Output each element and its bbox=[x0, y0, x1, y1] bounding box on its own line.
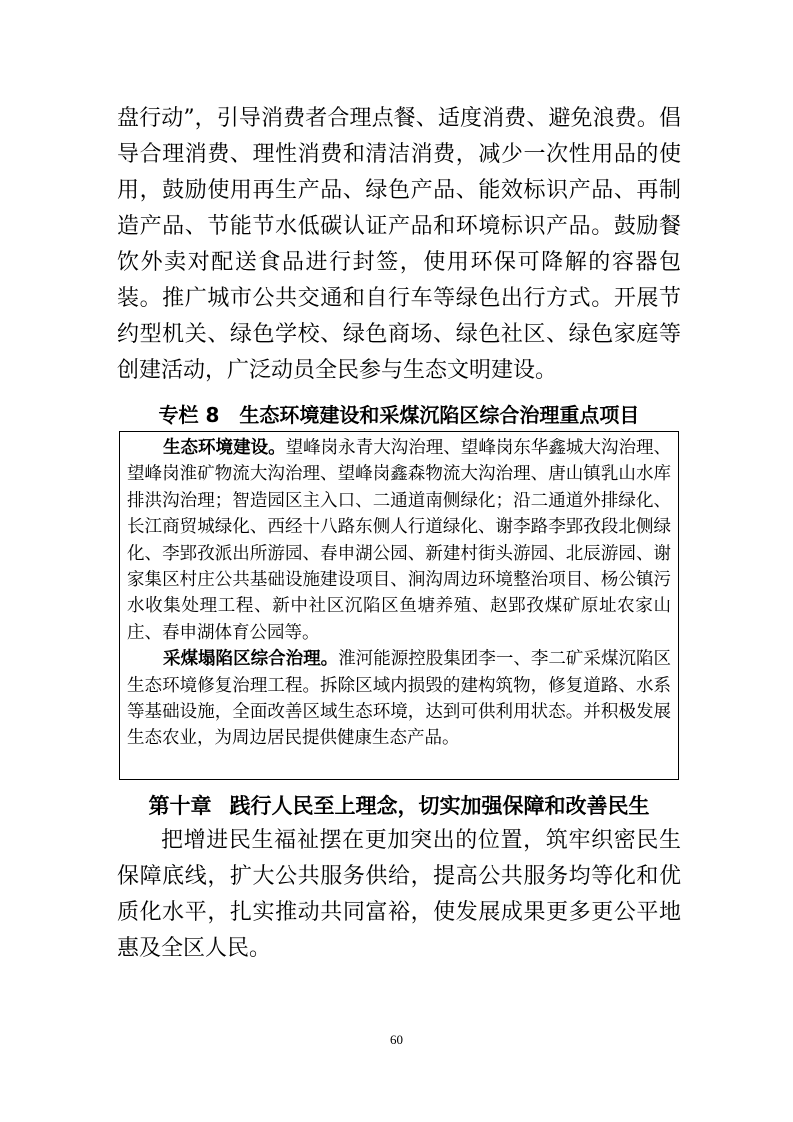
intro-paragraph: 盘行动”，引导消费者合理点餐、适度消费、避免浪费。倡导合理消费、理性消费和清洁消费，减少一次性用品的使用，鼓励使用再生产品、绿色产品、能效标识产品、再制造产品、节能节水低碳认证产品和环境标识产品。鼓励餐饮外卖对配送食品进行封签，使用环保可降解的容器包装。推广城市公共交通和自行车等绿色出行方式。开展节约型机关、绿色学校、绿色商场、绿色社区、绿色家庭等创建活动，广泛动员全民参与生态文明建设。 bbox=[117, 106, 681, 383]
box-item-text: 淮河能源控股集团李一、李二矿采煤沉陷区生态环境修复治理工程。拆除区域内损毁的建构筑物，修复道路、水系等基础设施，全面改善区域生态环境，达到可供利用状态。并积极发展生态农业，为周边居民提供健康生态产品。 bbox=[127, 649, 672, 749]
chapter-number: 第十章 bbox=[148, 794, 212, 818]
chapter-title: 践行人民至上理念，切实加强保障和改善民生 bbox=[229, 794, 650, 818]
page-number: 60 bbox=[390, 1032, 403, 1047]
project-box bbox=[119, 431, 679, 780]
box-title: 专栏 8 生态环境建设和采煤沉陷区综合治理重点项目 bbox=[158, 403, 640, 427]
box-item-ecology bbox=[127, 435, 671, 646]
chapter-heading bbox=[117, 790, 681, 822]
closing-paragraph: 把增进民生福祉摆在更加突出的位置，筑牢织密民生保障底线，扩大公共服务供给，提高公共服务均等化和优质化水平，扎实推动共同富裕，使发展成果更多更公平地惠及全区人民。 bbox=[117, 828, 681, 961]
box-item-lead: 生态环境建设。 bbox=[163, 438, 286, 458]
box-item-text: 望峰岗永青大沟治理、望峰岗东华鑫城大沟治理、望峰岗淮矿物流大沟治理、望峰岗鑫森物流大沟治理、唐山镇乳山水库排洪沟治理；智造园区主入口、二通道南侧绿化；沿二通道外排绿化、长江商贸城绿化、西经十八路东侧人行道绿化、谢李路李郢孜段北侧绿化、李郢孜派出所游园、春申湖公园、新建村街头游园、北辰游园、谢家集区村庄公共基础设施建设项目、涧沟周边环境整治项目、杨公镇污水收集处理工程、新中社区沉陷区鱼塘养殖、赵郢孜煤矿原址农家山庄、春申湖体育公园等。 bbox=[127, 438, 671, 643]
box-item-lead: 采煤塌陷区综合治理。 bbox=[163, 649, 339, 670]
box-item-subsidence bbox=[127, 646, 671, 752]
